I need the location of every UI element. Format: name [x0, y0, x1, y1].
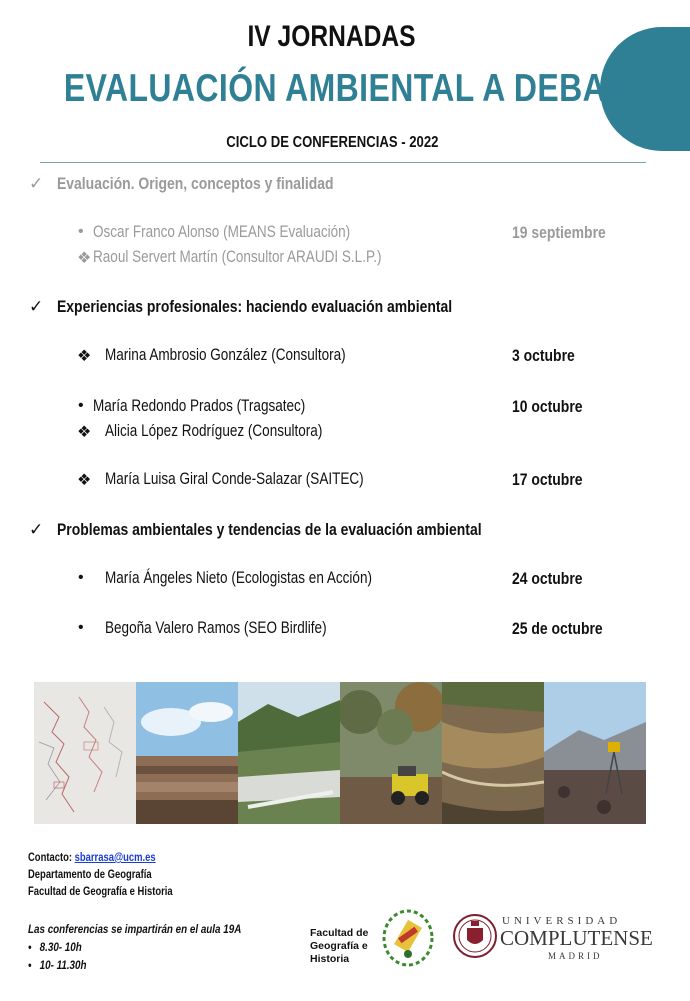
diamond-bullet-icon: ❖ [77, 472, 92, 489]
speaker-name: Oscar Franco Alonso (MEANS Evaluación) [93, 223, 351, 241]
bullet-icon: • [78, 619, 84, 636]
faculty-logo-text: Facultad de Geografía e Historia [310, 927, 369, 965]
check-icon: ✓ [29, 520, 44, 539]
bullet-icon: • [78, 569, 84, 586]
section-heading: Problemas ambientales y tendencias de la evaluación ambiental [57, 520, 482, 539]
section-heading: Evaluación. Origen, conceptos y finalidad [57, 174, 334, 193]
venue-note: Las conferencias se impartirán en el aula 19A [28, 922, 242, 936]
check-icon: ✓ [29, 174, 44, 193]
section-heading: Experiencias profesionales: haciendo evaluación ambiental [57, 297, 453, 316]
talk-date: 24 octubre [512, 569, 583, 588]
department: Departamento de Geografía [28, 869, 152, 881]
event-headline: EVALUACIÓN AMBIENTAL A DEBATE [63, 67, 646, 110]
bullet-icon: • [78, 223, 84, 240]
speaker-name: Marina Ambrosio González (Consultora) [105, 346, 346, 364]
contact-label: Contacto: [28, 852, 73, 864]
time-slot: • 10- 11.30h [28, 958, 87, 972]
talk-date: 25 de octubre [512, 619, 603, 638]
contact-email-link[interactable]: sbarrasa@ucm.es [74, 852, 156, 864]
speaker-name: Alicia López Rodríguez (Consultora) [105, 422, 323, 440]
event-title: IV JORNADAS [247, 20, 417, 53]
talk-date: 3 octubre [512, 346, 575, 365]
time-slot: • 8.30- 10h [28, 940, 82, 954]
faculty-emblem-icon [380, 908, 436, 968]
speaker-name: Raoul Servert Martín (Consultor ARAUDI S.L.P.) [93, 248, 382, 266]
bullet-icon: • [78, 397, 84, 414]
talk-date: 19 septiembre [512, 223, 606, 242]
road-cut-image [442, 682, 544, 824]
speaker-name: Begoña Valero Ramos (SEO Birdlife) [105, 619, 327, 637]
diamond-bullet-icon: ❖ [77, 348, 92, 365]
diamond-bullet-icon: ❖ [77, 424, 92, 441]
photo-strip [34, 682, 646, 824]
ucm-top-text: UNIVERSIDAD [502, 915, 622, 927]
event-subtitle: CICLO DE CONFERENCIAS - 2022 [225, 134, 439, 151]
check-icon: ✓ [29, 297, 44, 316]
volcano-survey-image [544, 682, 646, 824]
talk-date: 17 octubre [512, 470, 583, 489]
ucm-name: COMPLUTENSE [500, 926, 653, 950]
speaker-name: María Redondo Prados (Tragsatec) [93, 397, 306, 415]
map-image [34, 682, 136, 824]
diamond-bullet-icon: ❖ [77, 250, 92, 267]
header-divider [40, 162, 646, 163]
faculty: Facultad de Geografía e Historia [28, 886, 173, 898]
ucm-crest-icon [452, 908, 498, 964]
talk-date: 10 octubre [512, 397, 583, 416]
machinery-image [340, 682, 442, 824]
quarry-image [136, 682, 238, 824]
speaker-name: María Ángeles Nieto (Ecologistas en Acción) [105, 569, 372, 587]
contact-line [28, 852, 184, 864]
hillside-image [238, 682, 340, 824]
ucm-bottom-text: MADRID [548, 951, 603, 961]
speaker-name: María Luisa Giral Conde-Salazar (SAITEC) [105, 470, 364, 488]
